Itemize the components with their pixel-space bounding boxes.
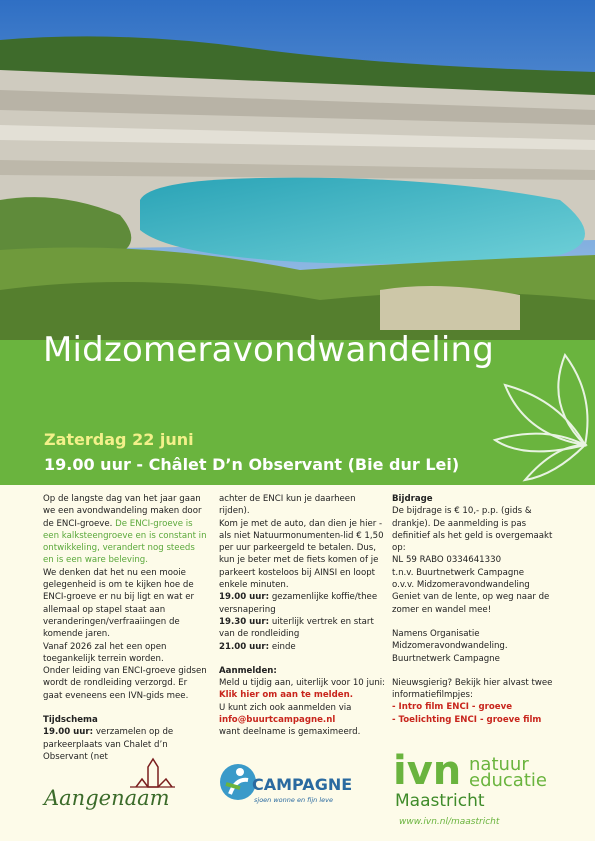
campagne-logo (218, 758, 358, 822)
schedule-item: 19.30 uur: uiterlijk vertrek en start van de rondleiding (219, 616, 374, 640)
signup-link[interactable]: Klik hier om aan te melden. (219, 690, 353, 701)
text-column-3 (392, 493, 562, 726)
schedule-item: 21.00 uur: einde (219, 641, 296, 652)
ivn-educatie: educatie (469, 770, 547, 791)
signup-heading: Aanmelden: (219, 665, 277, 676)
page-title: Midzomeravondwandeling (43, 330, 495, 370)
iban: NL 59 RABO 0334641330 (392, 555, 502, 566)
fee-heading: Bijdrage (392, 494, 433, 504)
event-date: Zaterdag 22 juni (44, 430, 194, 449)
hero-photo (0, 0, 595, 352)
fee-text: De bijdrage is € 10,- p.p. (gids & drankje). De aanmelding is pas definitief als het geld is overgemaakt op: (392, 506, 553, 554)
event-time-place: 19.00 uur - Châlet D’n Observant (Bie dur Lei) (44, 455, 460, 474)
schedule-item: 19.00 uur: gezamenlijke koffie/thee versnapering (219, 592, 378, 615)
text-column-1 (43, 493, 208, 763)
schedule-heading: Tijdschema (43, 715, 98, 726)
film-link-intro[interactable]: - Intro film ENCI - groeve (392, 702, 513, 713)
mail-text: U kunt zich ook aanmelden via (219, 702, 352, 713)
paragraph-4: Onder leiding van ENCI-groeve gidsen wordt de rondleiding verzorgd. Er gaat eveneens een IVN-gids mee. (43, 666, 207, 701)
ivn-wordmark: ivn (393, 748, 462, 794)
aangenaam-logo (40, 757, 180, 821)
organisation-text: Namens Organisatie Midzomeravondwandeling. (392, 628, 508, 652)
paragraph-2: We denken dat het nu een mooie gelegenheid is om te kijken hoe de ENCI-groeve er nu bij ligt en wat er allemaal op stapel staat aan veranderingen/verfraaiingen de komende jaren. (43, 567, 195, 640)
enjoy-text: Geniet van de lente, op weg naar de zomer en wandel mee! (392, 592, 550, 615)
account-holder: t.n.v. Buurtnetwerk Campagne (392, 567, 525, 578)
film-link-toelichting[interactable]: - Toelichting ENCI - groeve film (392, 714, 542, 725)
aangenaam-wordmark: Aangenaam (44, 786, 170, 810)
paragraph-car: Kom je met de auto, dan dien je hier - als niet Natuurmonumenten-lid € 1,50 per uur parkeergeld te betalen. Dus, kun je beter met de fiets komen of je parkeert kosteloos bij AINSI en loopt enkele minuten. (219, 518, 384, 591)
ivn-city: Maastricht (395, 791, 485, 811)
ivn-logo (393, 748, 573, 836)
intro-paragraph: Op de langste dag van het jaar gaan we een avondwandeling maken door de ENCI-groeve. De ENCI-groeve is een kalksteengroeve en is constant in ontwikkeling, verandert nog steeds en is een ware beleving. (43, 494, 207, 566)
curious-text: Nieuwsgierig? Bekijk hier alvast twee informatiefilmpjes: (392, 677, 553, 701)
mail-link[interactable]: info@buurtcampagne.nl (219, 715, 336, 726)
ivn-natuur: natuur (469, 754, 529, 775)
schedule-item: 19.00 uur: verzamelen op de parkeerplaats van Chalet d’n Observant (net (43, 727, 174, 762)
campagne-tagline: sjoen wonne en fijn leve (254, 796, 333, 804)
text-column-2 (219, 493, 387, 739)
flower-decoration-icon (485, 345, 595, 485)
network-name: Buurtnetwerk Campagne (392, 653, 500, 664)
signup-text: Meld u tijdig aan, uiterlijk voor 10 juni: (219, 678, 386, 689)
payment-reference: o.v.v. Midzomeravondwandeling (392, 580, 530, 591)
campagne-wordmark: CAMPAGNE (252, 775, 353, 794)
paragraph-parking: achter de ENCI kun je daarheen rijden). (219, 494, 356, 517)
paragraph-3: Vanaf 2026 zal het een open toegankelijk terrein worden. (43, 641, 167, 664)
ivn-url: www.ivn.nl/maastricht (399, 817, 500, 827)
mail-after: want deelname is gemaximeerd. (219, 727, 361, 738)
